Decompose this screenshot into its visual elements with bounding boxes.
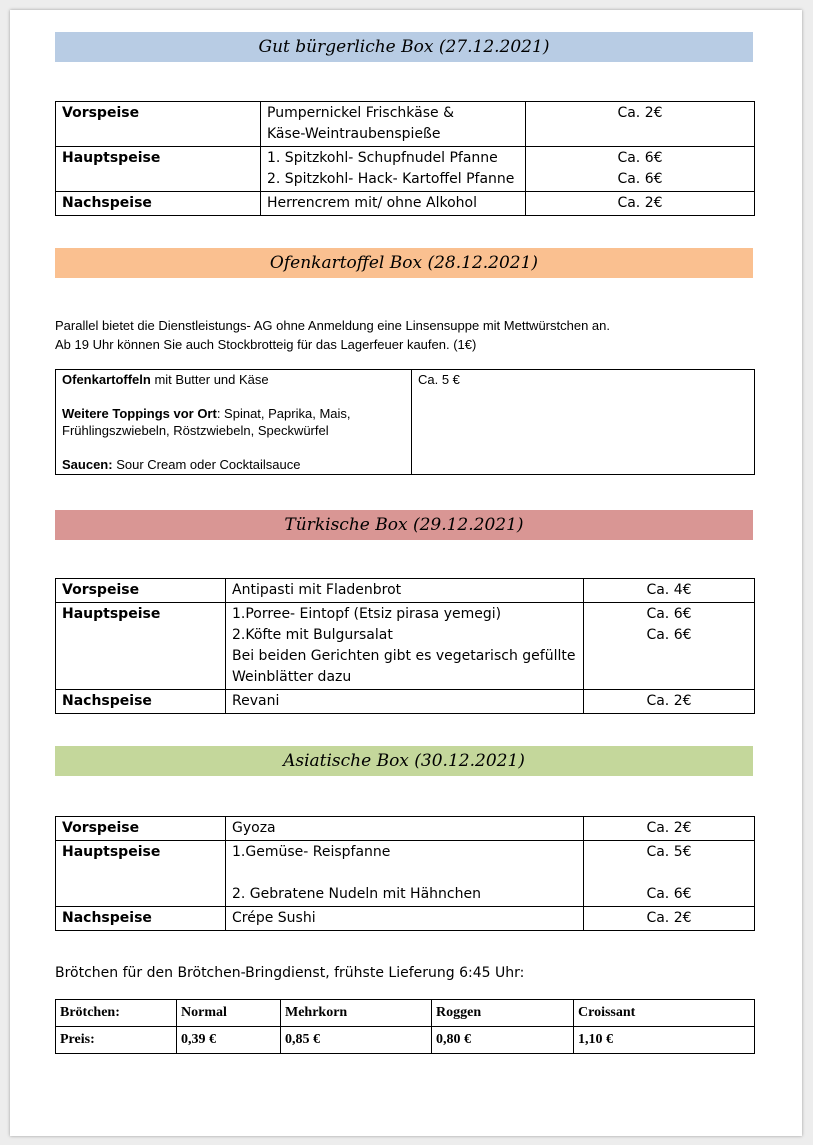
rolls-price-cell: 0,85 € [281,1027,432,1054]
rolls-price-table [55,999,755,1054]
rolls-header-cell: Normal [177,1000,281,1027]
price-cell: Ca. 6€ Ca. 6€ [526,147,755,192]
table-row [56,1000,755,1027]
price-cell: Ca. 2€ [584,690,755,714]
dish-cell: Crépe Sushi [226,907,584,931]
box2-menu-table [55,369,755,475]
course-label: Vorspeise [56,579,226,603]
price-cell: Ca. 2€ [584,817,755,841]
course-label: Vorspeise [56,102,261,147]
dish-cell: Herrencrem mit/ ohne Alkohol [261,192,526,216]
price-cell: Ca. 5€ Ca. 6€ [584,841,755,907]
course-label: Nachspeise [56,690,226,714]
box2-info-paragraph [55,316,610,354]
rolls-price-cell: 0,80 € [432,1027,574,1054]
table-row [56,817,755,841]
table-row [56,579,755,603]
dish-cell: Revani [226,690,584,714]
dish-cell: 1. Spitzkohl- Schupfnudel Pfanne 2. Spitzkohl- Hack- Kartoffel Pfanne [261,147,526,192]
table-row [56,907,755,931]
rolls-note: Brötchen für den Brötchen-Bringdienst, frühste Lieferung 6:45 Uhr: [55,965,525,981]
course-label: Vorspeise [56,817,226,841]
table-row [56,1027,755,1054]
box4-menu-table [55,816,755,931]
table-row [56,370,755,475]
table-row [56,690,755,714]
dish-cell: 1.Gemüse- Reispfanne 2. Gebratene Nudeln mit Hähnchen [226,841,584,907]
dish-cell: Pumpernickel Frischkäse & Käse-Weintraubenspieße [261,102,526,147]
box2-title-banner [55,248,753,278]
rolls-price-cell: 0,39 € [177,1027,281,1054]
document-page [10,10,802,1136]
box1-menu-table [55,101,755,216]
price-cell: Ca. 6€ Ca. 6€ [584,603,755,690]
table-row [56,102,755,147]
rolls-header-cell: Croissant [574,1000,755,1027]
box3-title: Türkische Box (29.12.2021) [284,515,524,535]
rolls-header-cell: Mehrkorn [281,1000,432,1027]
box2-title: Ofenkartoffel Box (28.12.2021) [269,253,539,273]
dish-cell: Antipasti mit Fladenbrot [226,579,584,603]
potato-description-cell: Ofenkartoffeln mit Butter und Käse Weitere Toppings vor Ort: Spinat, Paprika, Mais, Frühlingszwiebeln, Röstzwiebeln, Speckwürfel Saucen: Sour Cream oder Cocktailsauce [56,370,412,475]
table-row [56,603,755,690]
price-cell: Ca. 5 € [412,370,755,475]
rolls-price-cell: 1,10 € [574,1027,755,1054]
price-cell: Ca. 4€ [584,579,755,603]
price-cell: Ca. 2€ [526,102,755,147]
box3-title-banner [55,510,753,540]
info-line: Parallel bietet die Dienstleistungs- AG ohne Anmeldung eine Linsensuppe mit Mettwürstchen an. [55,318,610,333]
rolls-header-cell: Roggen [432,1000,574,1027]
box3-menu-table [55,578,755,714]
box1-title: Gut bürgerliche Box (27.12.2021) [258,37,550,57]
table-row [56,841,755,907]
rolls-price-cell: Preis: [56,1027,177,1054]
course-label: Hauptspeise [56,147,261,192]
box4-title-banner [55,746,753,776]
box1-title-banner [55,32,753,62]
info-line: Ab 19 Uhr können Sie auch Stockbrotteig für das Lagerfeuer kaufen. (1€) [55,337,477,352]
course-label: Hauptspeise [56,841,226,907]
box4-title: Asiatische Box (30.12.2021) [283,751,525,771]
dish-cell: Gyoza [226,817,584,841]
rolls-header-cell: Brötchen: [56,1000,177,1027]
table-row [56,147,755,192]
price-cell: Ca. 2€ [584,907,755,931]
dish-cell: 1.Porree- Eintopf (Etsiz pirasa yemegi) 2.Köfte mit Bulgursalat Bei beiden Gerichten gibt es vegetarisch gefüllte Weinblätter dazu [226,603,584,690]
course-label: Hauptspeise [56,603,226,690]
course-label: Nachspeise [56,192,261,216]
course-label: Nachspeise [56,907,226,931]
price-cell: Ca. 2€ [526,192,755,216]
table-row [56,192,755,216]
